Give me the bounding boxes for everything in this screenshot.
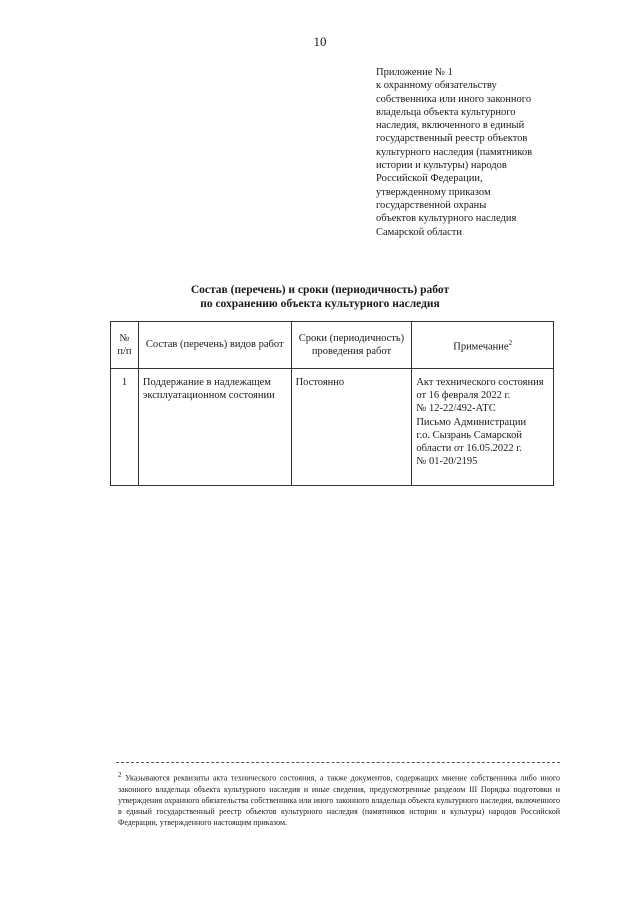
cell-works (138, 369, 291, 486)
appendix-line: Самарской области (376, 226, 462, 238)
header-works: Состав (перечень) видов работ (138, 322, 291, 369)
header-number-line1: № (119, 332, 130, 344)
table-row (111, 369, 554, 486)
cell-note-line: № 01-20/2195 (416, 456, 478, 468)
cell-terms: Постоянно (291, 369, 412, 486)
document-title (0, 283, 640, 311)
footnote (118, 770, 560, 828)
cell-note-line: № 12-22/492-АТС (416, 403, 496, 415)
header-number-line2: п/п (117, 346, 132, 357)
appendix-line: государственной охраны (376, 199, 487, 211)
appendix-header (376, 66, 566, 239)
footnote-divider (116, 762, 560, 763)
appendix-line: истории и культуры) народов (376, 160, 507, 172)
appendix-line: владельца объекта культурного (376, 106, 516, 118)
footnote-text: Указываются реквизиты акта технического состояния, а также документов, содержащих мнение собственника либо иного законного владельца объекта культурного наследия и иные сведения, предусмотренные разделом III Порядка подготовки и утверждения охранного обязательства собственника или иного законного владельца объекта культурного наследия, включенного в единый государственный реестр объектов культурного наследия (памятников истории и культуры) народов Российской Федерации, утвержденного настоящим приказом. (118, 773, 560, 827)
appendix-line: наследия, включенного в единый (376, 120, 525, 132)
cell-note (412, 369, 554, 486)
appendix-line: утвержденному приказом (376, 186, 491, 198)
cell-works-line: Поддержание в надлежащем (142, 377, 271, 388)
title-line-2: по сохранению объекта культурного наследия (200, 298, 440, 310)
cell-note-line: Акт технического состояния (416, 377, 544, 388)
appendix-line: государственный реестр объектов (376, 133, 528, 145)
appendix-line: Российской Федерации, (376, 173, 483, 185)
header-note-label: Примечание (453, 341, 509, 353)
cell-note-line: Письмо Администрации (416, 416, 527, 428)
cell-note-line: г.о. Сызрань Самарской (416, 429, 522, 441)
appendix-line: к охранному обязательству (376, 80, 497, 92)
appendix-line: Приложение № 1 (376, 67, 453, 78)
header-note (412, 322, 554, 369)
title-line-1: Состав (перечень) и сроки (периодичность) работ (190, 284, 450, 296)
works-table (110, 321, 554, 486)
cell-works-line: эксплуатационном состоянии (142, 390, 275, 402)
appendix-line: объектов культурного наследия (376, 213, 517, 225)
header-terms-line2: проведения работ (311, 346, 392, 357)
cell-note-line: от 16 февраля 2022 г. (416, 390, 511, 402)
header-terms (291, 322, 412, 369)
appendix-line: собственника или иного законного (376, 93, 532, 105)
appendix-line: культурного наследия (памятников (376, 146, 533, 158)
cell-number: 1 (111, 369, 139, 486)
footnote-ref: 2 (508, 338, 513, 347)
footnote-mark: 2 (118, 771, 122, 779)
table-header-row (111, 322, 554, 369)
header-terms-line1: Сроки (периодичность) (298, 332, 405, 344)
header-number (111, 322, 139, 369)
page-number: 10 (313, 34, 327, 49)
cell-note-line: области от 16.05.2022 г. (416, 443, 522, 455)
